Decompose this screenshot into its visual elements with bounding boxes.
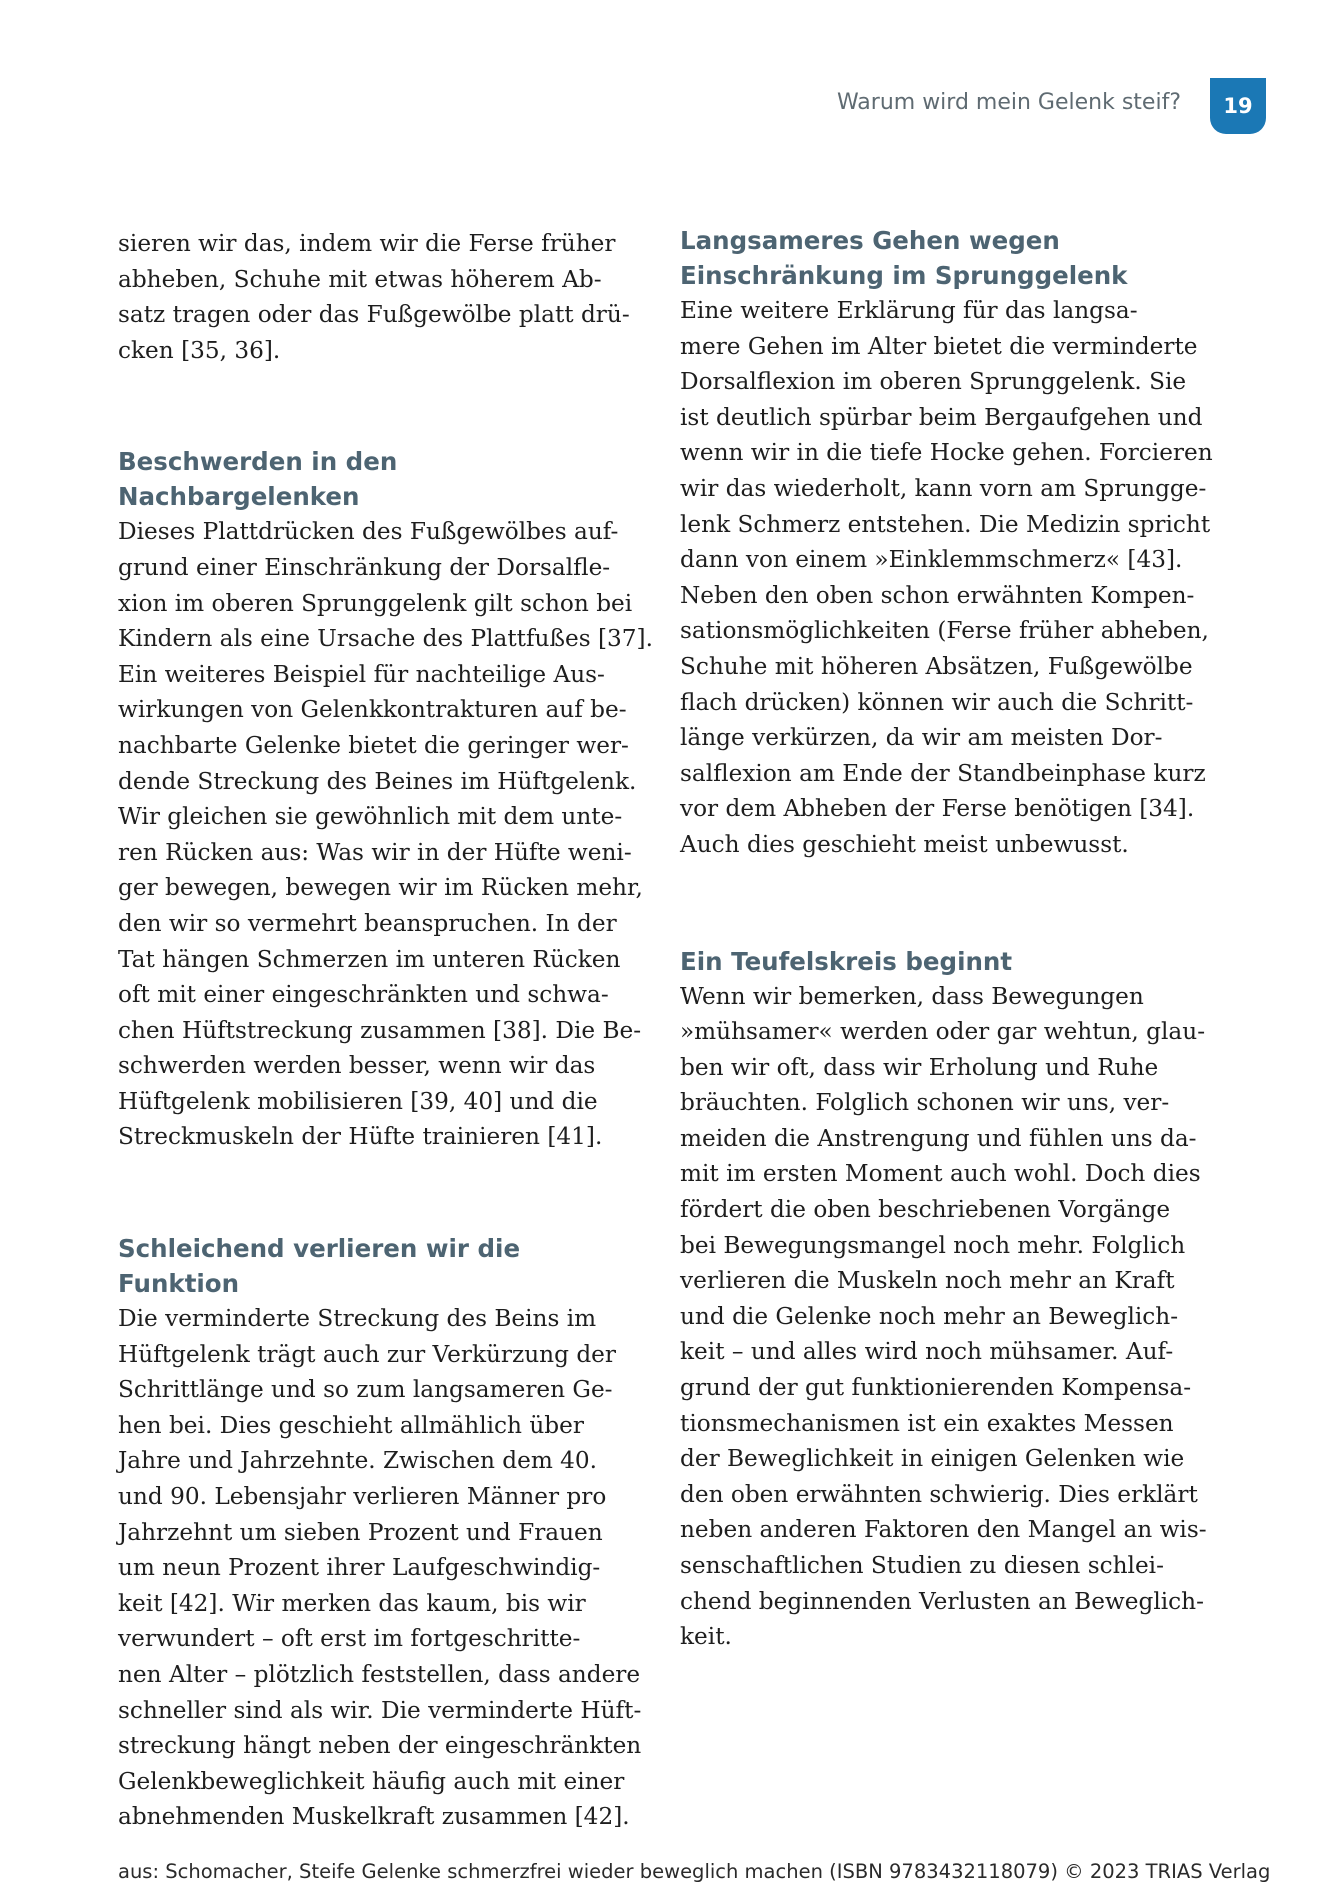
text-line: verwundert – oft erst im fortgeschritte- xyxy=(118,1625,581,1653)
text-line: fördert die oben beschriebenen Vorgänge xyxy=(680,1196,1171,1224)
text-line: neben anderen Faktoren den Mangel an wis- xyxy=(680,1516,1207,1544)
text-line: »mühsamer« werden oder gar wehtun, glau- xyxy=(680,1018,1206,1046)
heading-line: Langsameres Gehen wegen xyxy=(680,226,1060,255)
text-line: vor dem Abheben der Ferse benötigen [34]. xyxy=(680,795,1195,823)
text-line: grund einer Einschränkung der Dorsalfle- xyxy=(118,553,611,581)
text-line: ben wir oft, dass wir Erholung und Ruhe xyxy=(680,1053,1159,1081)
left-column xyxy=(118,226,653,1835)
text-line: Neben den oben schon erwähnten Kompen- xyxy=(680,581,1195,609)
text-line: Schuhe mit höheren Absätzen, Fußgewölbe xyxy=(680,652,1193,680)
text-line: sieren wir das, indem wir die Ferse früher xyxy=(118,230,616,257)
text-line: sationsmöglichkeiten (Ferse früher abheben, xyxy=(680,617,1209,645)
text-line: den wir so vermehrt beanspruchen. In der xyxy=(118,909,617,937)
text-line: salflexion am Ende der Standbeinphase kurz xyxy=(680,759,1206,787)
text-line: dann von einem »Einklemmschmerz« [43]. xyxy=(680,546,1183,574)
text-line: ist deutlich spürbar beim Bergaufgehen und xyxy=(680,403,1203,431)
text-line: Kindern als eine Ursache des Plattfußes [37]. xyxy=(118,625,653,653)
text-line: hen bei. Dies geschieht allmählich über xyxy=(118,1411,584,1439)
text-line: flach drücken) können wir auch die Schritt- xyxy=(680,688,1194,716)
text-line: tionsmechanismen ist ein exaktes Messen xyxy=(680,1409,1174,1437)
text-line: Die verminderte Streckung des Beins im xyxy=(118,1305,597,1333)
text-line: schneller sind als wir. Die verminderte Hüft- xyxy=(118,1696,642,1724)
text-line: wenn wir in die tiefe Hocke gehen. Forcieren xyxy=(680,439,1213,467)
text-line: bräuchten. Folglich schonen wir uns, ver- xyxy=(680,1089,1170,1117)
text-line: länge verkürzen, da wir am meisten Dor- xyxy=(680,724,1163,752)
text-line: cken [35, 36]. xyxy=(118,336,281,364)
text-line: streckung hängt neben der eingeschränkten xyxy=(118,1732,642,1760)
text-line: Gelenkbeweglichkeit häufig auch mit einer xyxy=(118,1767,625,1795)
text-line: meiden die Anstrengung und fühlen uns da- xyxy=(680,1124,1197,1152)
source-footer: aus: Schomacher, Steife Gelenke schmerzfrei wieder beweglich machen (ISBN 9783432118079) © 2023 TRIAS Verlag xyxy=(118,1860,1271,1883)
text-line: chen Hüftstreckung zusammen [38]. Die Be- xyxy=(118,1016,642,1044)
running-header-title: Warum wird mein Gelenk steif? xyxy=(836,90,1181,115)
text-line: grund der gut funktionierenden Kompensa- xyxy=(680,1374,1192,1402)
text-line: dende Streckung des Beines im Hüftgelenk. xyxy=(118,767,637,795)
text-line: und die Gelenke noch mehr an Beweglich- xyxy=(680,1302,1179,1330)
text-line: Streckmuskeln der Hüfte trainieren [41]. xyxy=(118,1123,603,1151)
text-line: ger bewegen, bewegen wir im Rücken mehr, xyxy=(118,874,643,902)
text-line: Jahre und Jahrzehnte. Zwischen dem 40. xyxy=(118,1447,598,1475)
text-line: Hüftgelenk mobilisieren [39, 40] und die xyxy=(118,1087,598,1115)
text-line: abnehmenden Muskelkraft zusammen [42]. xyxy=(118,1803,630,1831)
section-paragraph-teufelskreis xyxy=(680,979,1207,1655)
section-paragraph-funktion xyxy=(118,1301,642,1835)
section-paragraph-nachbargelenke xyxy=(118,514,653,1155)
text-line: und 90. Lebensjahr verlieren Männer pro xyxy=(118,1483,607,1511)
text-line: mere Gehen im Alter bietet die verminderte xyxy=(680,332,1198,360)
text-line: Auch dies geschieht meist unbewusst. xyxy=(680,830,1129,858)
heading-line: Einschränkung im Sprunggelenk xyxy=(680,261,1128,290)
text-line: Dorsalflexion im oberen Sprunggelenk. Sie xyxy=(680,368,1187,396)
text-line: xion im oberen Sprunggelenk gilt schon bei xyxy=(118,589,633,617)
right-column xyxy=(680,223,1213,1655)
text-line: Eine weitere Erklärung für das langsa- xyxy=(680,297,1138,324)
text-line: Ein weiteres Beispiel für nachteilige Aus- xyxy=(118,660,605,688)
text-line: wir das wiederholt, kann vorn am Sprungge- xyxy=(680,474,1207,502)
text-line: satz tragen oder das Fußgewölbe platt drü- xyxy=(118,301,630,329)
text-line: abheben, Schuhe mit etwas höherem Ab- xyxy=(118,265,602,293)
text-line: verlieren die Muskeln noch mehr an Kraft xyxy=(680,1267,1175,1295)
section-heading-sprunggelenk xyxy=(680,223,1198,293)
text-line: bei Bewegungsmangel noch mehr. Folglich xyxy=(680,1231,1186,1259)
text-line: Tat hängen Schmerzen im unteren Rücken xyxy=(118,945,621,973)
text-line: Wir gleichen sie gewöhnlich mit dem unte- xyxy=(118,803,623,831)
text-line: ren Rücken aus: Was wir in der Hüfte weni- xyxy=(118,838,632,866)
section-heading-funktion: Schleichend verlieren wir die Funktion xyxy=(118,1234,521,1299)
text-line: keit – und alles wird noch mühsamer. Auf- xyxy=(680,1338,1174,1366)
text-line: mit im ersten Moment auch wohl. Doch dies xyxy=(680,1160,1201,1188)
text-line: senschaftlichen Studien zu diesen schlei- xyxy=(680,1552,1164,1579)
text-line: keit. xyxy=(680,1623,732,1651)
text-line: lenk Schmerz entstehen. Die Medizin spricht xyxy=(680,510,1211,538)
text-line: Hüftgelenk trägt auch zur Verkürzung der xyxy=(118,1340,616,1368)
text-line: den oben erwähnten schwierig. Dies erklärt xyxy=(680,1480,1198,1508)
text-line: Jahrzehnt um sieben Prozent und Frauen xyxy=(118,1518,603,1546)
section-paragraph-sprunggelenk xyxy=(680,293,1213,863)
text-line: wirkungen von Gelenkkontrakturen auf be- xyxy=(118,696,627,724)
text-line: schwerden werden besser, wenn wir das xyxy=(118,1052,596,1080)
text-line: Wenn wir bemerken, dass Bewegungen xyxy=(680,982,1144,1010)
section-heading-nachbargelenke: Beschwerden in den Nachbargelenken xyxy=(118,447,398,512)
text-line: Schrittlänge und so zum langsameren Ge- xyxy=(118,1376,613,1404)
page-number-badge: 19 xyxy=(1210,78,1266,134)
section-heading-teufelskreis: Ein Teufelskreis beginnt xyxy=(680,946,1013,976)
text-line: nachbarte Gelenke bietet die geringer wer- xyxy=(118,731,629,759)
text-line: um neun Prozent ihrer Laufgeschwindig- xyxy=(118,1554,601,1582)
text-line: der Beweglichkeit in einigen Gelenken wie xyxy=(680,1445,1185,1473)
text-line: oft mit einer eingeschränkten und schwa- xyxy=(118,981,609,1009)
text-line: keit [42]. Wir merken das kaum, bis wir xyxy=(118,1589,586,1617)
text-line: chend beginnenden Verlusten an Beweglich- xyxy=(680,1587,1204,1615)
intro-paragraph xyxy=(118,226,636,368)
text-line: Dieses Plattdrücken des Fußgewölbes auf- xyxy=(118,518,619,546)
text-line: nen Alter – plötzlich feststellen, dass andere xyxy=(118,1661,641,1688)
